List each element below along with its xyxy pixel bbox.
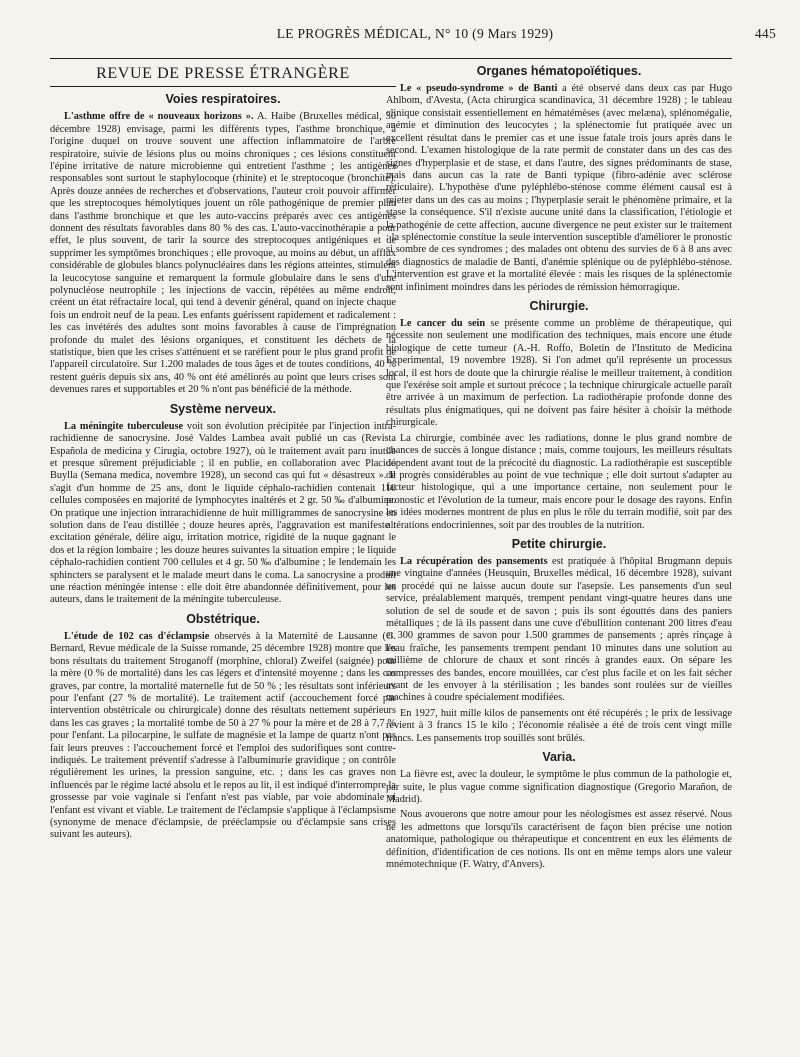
article-source: observés à la Maternité de Lausanne (G. Bernard, Revue médicale de la Suisse romande, 25 décembre 1928) bbox=[50, 630, 396, 655]
section-title-petite-chirurgie: Petite chirurgie. bbox=[511, 536, 607, 551]
article-lead: Le « pseudo-syndrome » de Banti bbox=[400, 83, 558, 95]
article-body: Nous avouerons que notre amour pour les néologismes est assez réservé. Nous ne les admettons que lorsqu'ils caractérisent de façon bien précise une notion anatomique, pathologique ou thérapeutique et concentrent en eux les éléments de définition, d'identification de ces notions. Ils ont en même temps alors une valeur mnémotechnique (F. Watry, d'Anvers). bbox=[386, 809, 732, 870]
article-body: l'asthme bronchique, à l'origine duquel on trouve souvent une affection inflammatoire de l'arbre respiratoire, suivie de lésions plus ou moins chroniques ; ces lésions constituent l'épine irritative de nature microbienne qui entretient l'asthme ; les antigènes responsables sont surtout le staphylocoque (rhinite) et le streptocoque (bronchite). Après douze années de recherches et d'observations, l'auteur croit pouvoir affirmer que les streptocoques hémolytiques jouent un rôle pathogénique de premier plan dans l'asthme bronchique et que les auto-vaccins préparés avec ces antigènes donnent des résultats favorables dans 80 % des cas. L'auto-vaccinothérapie a pour effet, le plus souvent, de tarir la source des streptocoques antigéniques et de supprimer les symptômes bronchiques ; elle provoque, au moins au début, un afflux considérable de globules blancs polynucléaires dans les régions atteintes, stimulent la leucocytose sanguine et remarquent la formule globulaire dans le sens d'une polynucléose neutrophile ; les injections de vaccin, répétées au même endroit, créent un état réfractaire local, qui tend à devenir général, quand on injecte chaque fois un endroit neuf de la peau. Les enfants guérissent rapidement et radicalement : les cas invétérés des adultes sont moins favorables à cause de l'imprégnation profonde du malet des lésions organiques, et constituent les déchets de la statistique, bien que les crises s'atténuent et se raréfient pour le plus grand profit de l'appareil circulatoire. Sur 1.200 malades de tous âges et de toutes conditions, 40 % restent guéris depuis six ans, 40 % ont été améliorés au point que leurs crises sont devenues rares et supportables et 20 % n'ont pas bénéficié de la méthode. bbox=[50, 123, 396, 396]
article-source: voit son évolution précipitée par l'injection intra-rachidienne de sanocrysine. José Valdes Lambea avait publié un cas (Revista Española de medicina y Cirugia, octobre 1927), bbox=[50, 420, 396, 457]
left-column bbox=[50, 58, 396, 1043]
section-title-organes-hematopoietiques: Organes hématopoïétiques. bbox=[476, 64, 642, 78]
article-lead: La méningite tuberculeuse bbox=[64, 420, 184, 432]
section-title-chirurgie: Chirurgie. bbox=[529, 298, 589, 313]
column-top-rule bbox=[386, 58, 732, 59]
article-body: montre que les bons résultats du traitement Stroganoff (morphine, chloral) Zweifel (saignée) pour la mère (0 % de mortalité) dans les cas légers et d'intensité moyenne ; dans les cas graves, par contre, la mortalité maternelle fut de 50 % ; les résultats sont inférieurs pour l'enfant (27 % de mortalité). Le traitement actif (accouchement forcé par intervention obstétricale ou chirurgicale) donne des résultats nettement supérieurs dans les cas graves ; la mortalité tombe de 50 à 27 % pour la mère et de 28 à 7,7 % pour l'enfant. La pilocarpine, le sulfate de magnésie et la lampe de quartz n'ont pas fait leurs preuves : l'accouchement forcé et l'emploi des sudorifiques sont contre-indiqués. Le traitement préventif s'adresse à l'albuminurie gravidique ; on contrôle régulièrement les urines, la pression sanguine, etc. ; dans les cas graves non influencés par le régime lacté absolu et le repos au lit, il est indiqué d'interrompre la grossesse par voie vaginale si l'enfant n'est pas viable, par voie abdominale si l'enfant est vivant et viable. Le traitement de l'éclampsie s'applique à l'éclampsisme (synonyme de menace d'éclampsie, de prééclampsie ou d'éclampsie sans crises suivant les auteurs). bbox=[50, 643, 396, 841]
section-title-systeme-nerveux: Système nerveux. bbox=[169, 401, 277, 416]
article-source: a été observé dans deux cas par Hugo Ahlbom, d'Avesta, (Acta chirurgica scandinavica, 31 décembre 1928) ; bbox=[386, 83, 732, 107]
review-title: REVUE DE PRESSE ÉTRANGÈRE bbox=[50, 58, 396, 87]
article-source: se présente comme un problème de thérapeutique, qui nécessite non seulement une modification des techniques, mais encore une étude biologique de cette tumeur (A.-H. Roffo, Boletin de l'Instituto de Medicina Experimental, 19 novembre 1928). bbox=[386, 318, 732, 367]
article-body: La fièvre est, avec la douleur, le symptôme le plus commun de la pathologie et, par suite, le plus vague comme signification diagnostique (Gregorio Marañon, de Madrid). bbox=[386, 769, 732, 805]
article-body: le tableau clinique consistait essentiellement en hématémèses (avec melæna), splénomégalie, anémie et diminution des leucocytes ; la splénectomie fut pratiquée avec un excellent résultat dans le premier cas et une issue fatale trois jours après dans le second. L'examen histologique de la rate permit de constater dans un des cas des signes d'hyperplasie et de stase, et dans l'autre, des signes prédominants de stase, mais dans aucun cas la rate de Banti typique (fibro-adénie avec sclérose réticulaire). L'hypothèse d'une pyléphlébo-sténose comme élément causal est à rejeter dans un des cas au moins ; l'hyperplasie serait le phénomène primaire, et la stase la conséquence. S'il n'existe aucune unité dans la classification, l'étiologie et la pathogénie de cette affection, aucune divergence ne peut exister sur le traitement : la splénectomie constitue la seule intervention susceptible d'améliorer le pronostic si sombre de ces syndromes ; des malades ont obtenu des survies de 6 à 8 ans avec des diagnostics de maladie de Banti, d'anémie splénique ou de pyléphlébo-sténose. L'intervention est grave et la mortalité élevée : mais les risques de la splénectomie sont infiniment moindres dans les périodes de rémission hémorragique. bbox=[386, 95, 732, 293]
article-pansements-continued bbox=[386, 708, 732, 745]
section-title-voies-respiratoires: Voies respiratoires. bbox=[165, 92, 281, 107]
article-fievre bbox=[386, 769, 732, 806]
article-body: Si l'on admet qu'il représente un processus local, il est hors de doute que la chirurgie réalise le meilleur traitement, à condition que l'exérèse soit ample et surtout précoce ; la technique chirurgicale actuelle paraît être arrivée à un maximum de perfection. La radiothérapie profonde donne des résultats plus énigmatiques, qui ne doivent pas faire hésiter à choisir la méthode chirurgicale. bbox=[386, 355, 732, 429]
article-meningite bbox=[50, 421, 396, 607]
article-lead: Le cancer du sein bbox=[400, 318, 486, 330]
right-column bbox=[386, 58, 732, 1043]
section-title-varia: Varia. bbox=[542, 750, 576, 765]
article-source: est pratiquée à l'hôpital Brugmann depuis une vingtaine d'années (Heusquin, Bruxelles médical, 16 décembre 1928), bbox=[386, 556, 732, 580]
article-banti bbox=[386, 83, 732, 294]
article-eclampsie bbox=[50, 631, 396, 842]
page-number: 445 bbox=[754, 26, 776, 41]
article-lead: L'asthme offre de « nouveaux horizons ». bbox=[64, 111, 254, 123]
article-asthme bbox=[50, 111, 396, 396]
article-body: où le traitement avait paru inutile et presque sûrement préjudiciable ; il en publie, en collaboration avec Placido Buylla (Semana medica, novembre 1928), un second cas qui fut « désastreux ». Il s'agit d'un homme de 25 ans, dont le liquide céphalo-rachidien contenait 110 cellules composées en majorité de lymphocytes inaltérés et 2 gr. 50 ‰ d'albumine. On pratique une injection intrarachidienne de huit milligrammes de sanocrysine en solution dans de l'eau distillée ; douze heures après, l'aggravation est manifeste : excitation générale, délire aigu, irritation motrice, rigidité de la nuque gagnant le dos et la région lombaire ; les douze heures suivantes la situation empire ; le liquide céphalo-rachidien contient 700 cellules et 4 gr. 50 ‰ d'albumine ; le lendemain les sphincters se paralysent et le malade meurt dans le coma. La sanocrysine a produit une réaction méningée intense : elle doit être abandonnée définitivement, pour les auteurs, dans le traitement de la méningite tuberculeuse. bbox=[50, 445, 396, 606]
running-title: LE PROGRÈS MÉDICAL, N° 10 (9 Mars 1929) bbox=[276, 26, 554, 41]
article-lead: L'étude de 102 cas d'éclampsie bbox=[64, 630, 210, 642]
article-pansements bbox=[386, 556, 732, 705]
article-source: A. Haibe (Bruxelles médical, 30 décembre 1928) envisage, parmi les différents types, bbox=[50, 111, 396, 135]
article-body: La chirurgie, combinée avec les radiations, donne le plus grand nombre de chances de succès à longue distance ; mais, comme toujours, les meilleurs résultats dépendent avant tout de la précocité du diagnostic. La radiothérapie est susceptible de progrès considérables au point de vue technique ; elle doit surtout s'adapter au facteur histologique, qui a une importance certaine, non seulement pour le pronostic et l'évolution de la tumeur, mais encore pour le dosage des rayons. Enfin les idées modernes montrent de plus en plus le rôle du terrain modifié, soit par des altérations endocriniennes, soit par des troubles de la nutrition. bbox=[386, 432, 732, 531]
article-cancer-sein-continued bbox=[386, 433, 732, 532]
running-header bbox=[54, 26, 776, 46]
article-cancer-sein bbox=[386, 318, 732, 430]
section-title-obstetrique: Obstétrique. bbox=[186, 611, 260, 626]
article-body: En 1927, huit mille kilos de pansements ont été récupérés ; le prix de lessivage revient à 3 francs 15 le kilo ; l'économie réalisée a été de trois cent vingt mille francs. Les pansements trop souillés sont brûlés. bbox=[386, 707, 732, 744]
article-body: suivant un procédé qui ne laisse aucun doute sur l'asepsie. Les pansements d'un seul service, préalablement marqués, trempent pendant vingt-quatre heures dans une solution de sel de soude et de savon ; puis ils sont égouttés dans des paniers métalliques ; de là ils passent dans une cuve d'ébullition contenant 200 litres d'eau et 300 grammes de savon pour 1.500 grammes de pansements ; après rinçage à l'eau fraîche, les pansements trempent pendant 10 minutes dans une solution au millième de chlorure de chaux et sont rincés à grandes eaux. On sépare les compresses des bandes, encore mouillées, car c'est plus facile et on les fait sécher avant de les envoyer à la stérilisation ; les bandes sont roulées sur de vieilles machines à coudre spécialement modifiées. bbox=[386, 568, 732, 704]
article-neologismes bbox=[386, 809, 732, 871]
article-lead: La récupération des pansements bbox=[400, 556, 548, 567]
